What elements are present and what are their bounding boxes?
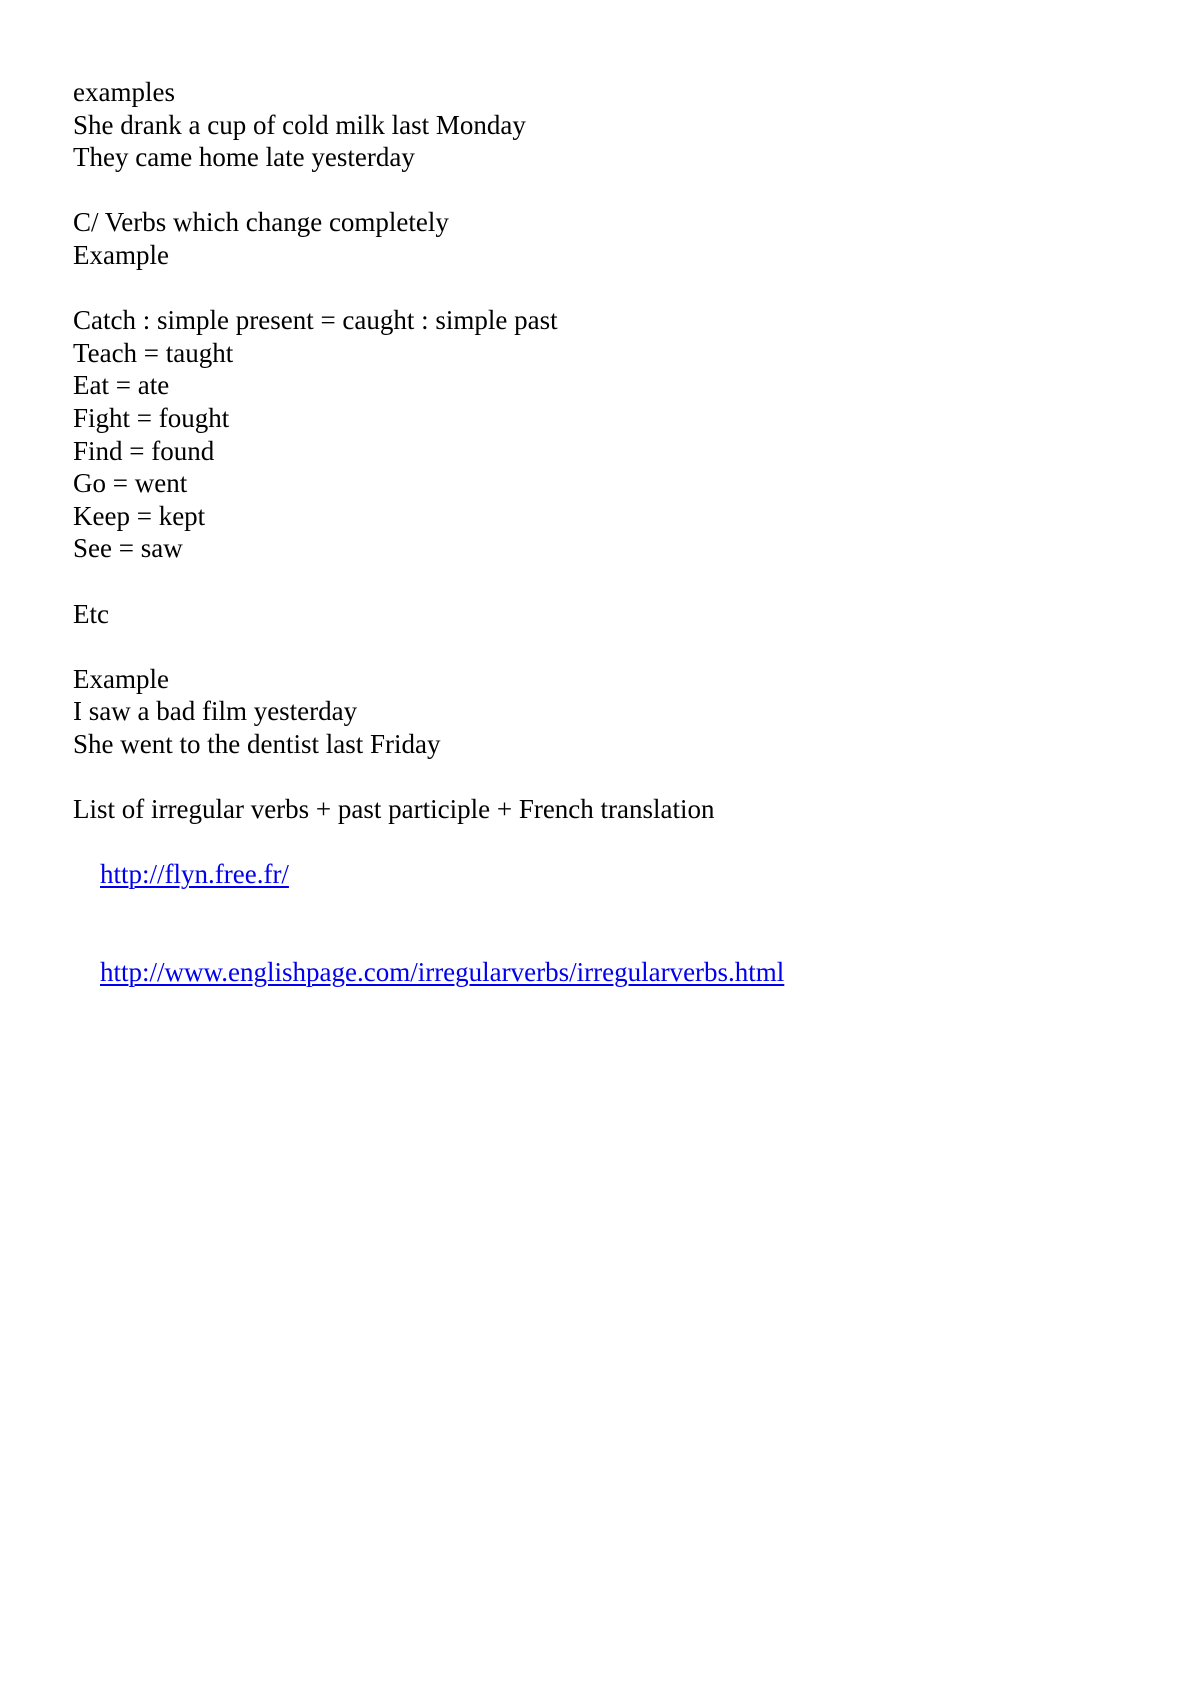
spacer: [73, 630, 1153, 663]
link-flyn[interactable]: http://flyn.free.fr/: [100, 859, 289, 890]
spacer: [73, 174, 1153, 207]
spacer: [73, 565, 1153, 598]
verb-pair-eat: Eat = ate: [73, 370, 170, 401]
link-englishpage[interactable]: http://www.englishpage.com/irregularverbs/irregularverbs.html: [100, 957, 785, 988]
resource-link-row-2: [73, 923, 1153, 1021]
verb-pair-catch: Catch : simple present = caught : simple past: [73, 305, 558, 336]
section-heading-verbs-change: C/ Verbs which change completely: [73, 207, 449, 238]
verb-pair-teach: Teach = taught: [73, 337, 234, 368]
examples-heading: examples: [73, 77, 175, 107]
example-label: Example: [73, 239, 169, 270]
example-sentence-1: She drank a cup of cold milk last Monday: [73, 109, 526, 140]
example-sentence-3: I saw a bad film yesterday: [73, 696, 358, 727]
verb-pair-see: See = saw: [73, 533, 183, 564]
example-label-2: Example: [73, 663, 169, 694]
verb-pair-fight: Fight = fought: [73, 402, 230, 433]
example-sentence-4: She went to the dentist last Friday: [73, 728, 441, 759]
verb-pair-keep: Keep = kept: [73, 500, 206, 531]
spacer: [73, 272, 1153, 305]
spacer: [73, 760, 1153, 793]
resource-link-row-1: [73, 826, 1153, 924]
example-sentence-2: They came home late yesterday: [73, 142, 415, 173]
document-page: [73, 76, 1153, 1021]
etc-text: Etc: [73, 598, 109, 629]
verb-pair-go: Go = went: [73, 468, 188, 499]
resources-heading: List of irregular verbs + past participle + French translation: [73, 794, 715, 825]
verb-pair-find: Find = found: [73, 435, 215, 466]
